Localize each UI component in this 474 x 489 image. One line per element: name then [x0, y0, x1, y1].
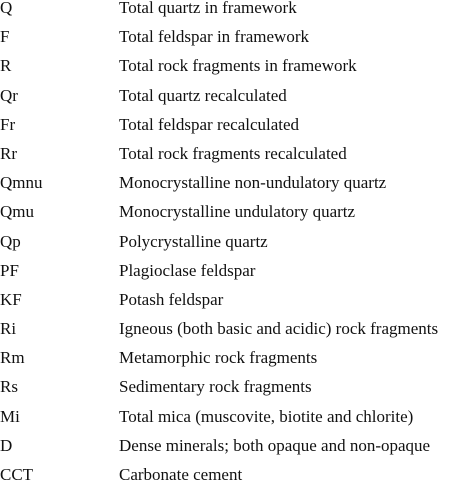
description: Dense minerals; both opaque and non-opaque — [119, 435, 431, 455]
description: Total feldspar recalculated — [119, 114, 300, 134]
table-row — [0, 227, 474, 256]
abbreviation: Rs — [0, 377, 18, 397]
description: Total rock fragments recalculated — [119, 143, 347, 163]
abbreviation: KF — [0, 289, 22, 309]
table-row — [0, 372, 474, 401]
abbreviation: D — [0, 435, 13, 455]
abbreviation: F — [0, 27, 10, 47]
table-row — [0, 139, 474, 168]
table-row — [0, 431, 474, 460]
abbreviation: Qp — [0, 231, 21, 251]
table-row — [0, 285, 474, 314]
description: Igneous (both basic and acidic) rock fragments — [119, 319, 439, 339]
table-row — [0, 110, 474, 139]
abbreviation: PF — [0, 260, 19, 280]
abbreviation: Qmu — [0, 202, 34, 222]
abbreviation: Rr — [0, 143, 17, 163]
table-row — [0, 197, 474, 226]
description: Potash feldspar — [119, 289, 224, 309]
description: Total quartz in framework — [119, 0, 297, 17]
description: Plagioclase feldspar — [119, 260, 256, 280]
table-row — [0, 81, 474, 110]
description: Total feldspar in framework — [119, 27, 309, 47]
table-row — [0, 168, 474, 197]
abbreviation: Mi — [0, 406, 20, 426]
description: Metamorphic rock fragments — [119, 348, 318, 368]
abbreviation: Fr — [0, 114, 16, 134]
table-row — [0, 314, 474, 343]
description: Carbonate cement — [119, 465, 243, 484]
description: Total rock fragments in framework — [119, 56, 357, 76]
table-row — [0, 0, 474, 22]
table-row — [0, 460, 474, 489]
abbreviation: Qr — [0, 85, 18, 105]
table-row — [0, 343, 474, 372]
description: Monocrystalline undulatory quartz — [119, 202, 356, 222]
table-row — [0, 22, 474, 51]
table-row — [0, 51, 474, 80]
abbreviation: Ri — [0, 319, 17, 339]
table-row — [0, 256, 474, 285]
abbreviation: Q — [0, 0, 13, 17]
description: Polycrystalline quartz — [119, 231, 268, 251]
description: Sedimentary rock fragments — [119, 377, 312, 397]
abbreviation: CCT — [0, 465, 34, 484]
abbreviation: Rm — [0, 348, 25, 368]
description: Total quartz recalculated — [119, 85, 287, 105]
abbreviation: R — [0, 56, 12, 76]
abbreviation: Qmnu — [0, 173, 43, 193]
description: Monocrystalline non-undulatory quartz — [119, 173, 387, 193]
table-row — [0, 402, 474, 431]
description: Total mica (muscovite, biotite and chlorite) — [119, 406, 414, 426]
